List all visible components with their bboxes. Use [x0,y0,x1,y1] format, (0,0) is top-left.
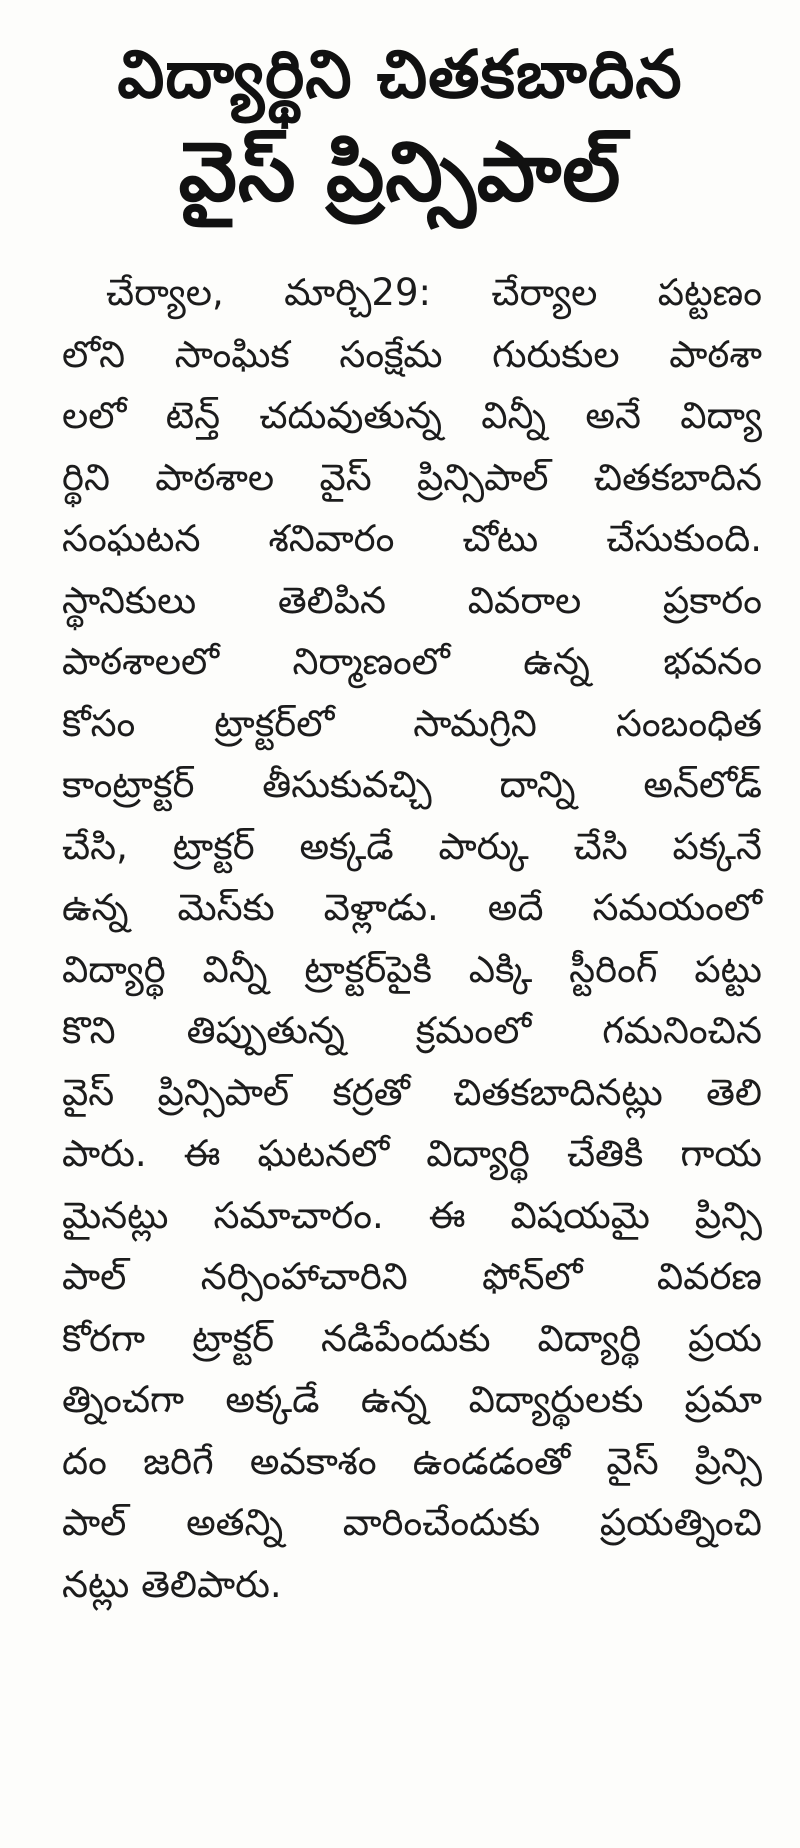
body-line: పాఠశాలలో నిర్మాణంలో ఉన్న భవనం [62,640,762,683]
body-line: లోని సాంఘిక సంక్షేమ గురుకుల పాఠశా [62,332,762,376]
body-line: కాంట్రాక్టర్ తీసుకువచ్చి దాన్ని అన్‌లోడ్ [62,763,762,806]
body-line: చేసి, ట్రాక్టర్ అక్కడే పార్కు చేసి పక్కనే [62,824,762,868]
body-line: మైనట్లు సమాచారం. ఈ విషయమై ప్రిన్సి [62,1193,762,1237]
article-body [62,262,762,1615]
body-line: పాల్ అతన్ని వారించేందుకు ప్రయత్నించి [62,1501,762,1544]
headline-line-1: విద్యార్థిని చితకబాదిన [117,36,683,113]
body-line: కోరగా ట్రాక్టర్ నడిపేందుకు విద్యార్థి ప్రయ [62,1316,762,1360]
body-line: నట్లు తెలిపారు. [62,1562,282,1606]
body-line: కోసం ట్రాక్టర్‌లో సామగ్రిని సంబంధిత [62,701,762,745]
body-line: లలో టెన్త్ చదువుతున్న విన్నీ అనే విద్యా [62,394,762,437]
body-line: త్నించగా అక్కడే ఉన్న విద్యార్థులకు ప్రమా [62,1378,762,1421]
body-line: స్థానికులు తెలిపిన వివరాల ప్రకారం [62,578,762,622]
body-line: కొని తిప్పుతున్న క్రమంలో గమనించిన [62,1009,762,1052]
body-line: పాల్ నర్సింహాచారిని ఫోన్‌లో వివరణ [62,1255,762,1298]
body-line: సంఘటన శనివారం చోటు చేసుకుంది. [62,517,762,560]
headline-line-2: వైస్ ప్రిన్సిపాల్ [178,125,622,220]
body-line: దం జరిగే అవకాశం ఉండడంతో వైస్ ప్రిన్సి [62,1439,762,1483]
body-line: వైస్ ప్రిన్సిపాల్ కర్రతో చితకబాదినట్లు తెలి [62,1070,762,1114]
body-line: చేర్యాల, మార్చి29: చేర్యాల పట్టణం [106,271,762,314]
body-line: పారు. ఈ ఘటనలో విద్యార్థి చేతికి గాయ [62,1132,762,1175]
body-line: ర్థిని పాఠశాల వైస్ ప్రిన్సిపాల్ చితకబాదిన [62,455,762,499]
body-line: ఉన్న మెస్‌కు వెళ్లాడు. అదే సమయంలో [62,886,762,929]
body-line: విద్యార్థి విన్నీ ట్రాక్టర్‌పైకి ఎక్కి స్టీరింగ్ పట్టు [62,947,762,991]
